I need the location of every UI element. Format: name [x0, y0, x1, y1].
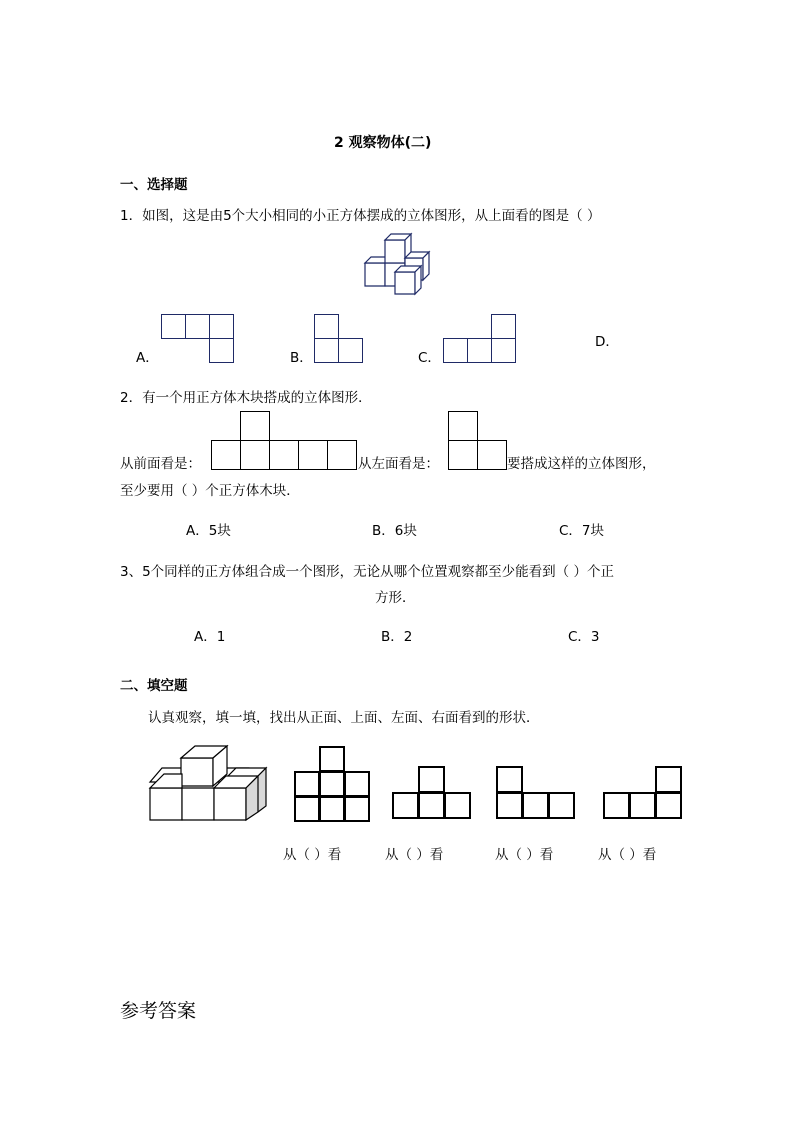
grid-square	[294, 771, 320, 797]
grid-square	[314, 314, 339, 339]
view-blank-4[interactable]: 从（ ）看	[598, 847, 657, 863]
q1-option-c-label[interactable]: C．	[418, 350, 441, 366]
grid-square	[491, 338, 516, 363]
grid-square	[392, 792, 419, 819]
grid-square	[240, 411, 270, 441]
grid-square	[294, 796, 320, 822]
grid-square	[655, 792, 682, 819]
grid-square	[240, 440, 270, 470]
grid-square	[319, 746, 345, 772]
grid-square	[298, 440, 328, 470]
grid-square	[319, 796, 345, 822]
grid-square	[496, 766, 523, 793]
view-blank-1[interactable]: 从（ ）看	[283, 847, 342, 863]
view-blank-2[interactable]: 从（ ）看	[385, 847, 444, 863]
grid-square	[444, 792, 471, 819]
page-title: 2 观察物体(二)	[334, 135, 432, 151]
grid-square	[477, 440, 507, 470]
q2-tail-text: 要搭成这样的立体图形，	[507, 456, 656, 472]
grid-square	[467, 338, 492, 363]
grid-square	[418, 792, 445, 819]
grid-square	[496, 792, 523, 819]
q3-option-c[interactable]: C．3	[568, 629, 600, 645]
grid-square	[418, 766, 445, 793]
section-1-heading: 一、选择题	[120, 177, 188, 193]
view-blank-3[interactable]: 从（ ）看	[495, 847, 554, 863]
section-2-heading: 二、填空题	[120, 678, 188, 694]
grid-square	[185, 314, 210, 339]
grid-square	[443, 338, 468, 363]
q3-option-a[interactable]: A．1	[194, 629, 226, 645]
grid-square	[209, 338, 234, 363]
q1-cube-figure	[360, 228, 440, 298]
q1-option-b-label[interactable]: B．	[290, 350, 313, 366]
question-2-text: 2．有一个用正方体木块搭成的立体图形．	[120, 390, 372, 406]
q1-option-d-label[interactable]: D．	[595, 334, 619, 350]
section2-cube-figure	[150, 744, 268, 822]
grid-square	[448, 411, 478, 441]
grid-square	[522, 792, 549, 819]
grid-square	[344, 771, 370, 797]
grid-square	[603, 792, 630, 819]
q2-question-line: 至少要用（ ）个正方体木块．	[120, 483, 300, 499]
grid-square	[655, 766, 682, 793]
grid-square	[491, 314, 516, 339]
grid-square	[338, 338, 363, 363]
grid-square	[209, 314, 234, 339]
grid-square	[448, 440, 478, 470]
question-3-text: 3、5个同样的正方体组合成一个图形，无论从哪个位置观察都至少能看到（ ）个正	[120, 564, 614, 580]
q3-option-b[interactable]: B．2	[381, 629, 413, 645]
q2-option-a[interactable]: A．5块	[186, 523, 231, 539]
grid-square	[629, 792, 656, 819]
grid-square	[319, 771, 345, 797]
grid-square	[211, 440, 241, 470]
grid-square	[327, 440, 357, 470]
grid-square	[344, 796, 370, 822]
q1-option-a-label[interactable]: A．	[136, 350, 159, 366]
grid-square	[314, 338, 339, 363]
q2-left-label: 从左面看是：	[358, 456, 439, 472]
grid-square	[269, 440, 299, 470]
question-3-text-cont: 方形．	[375, 590, 416, 606]
grid-square	[161, 314, 186, 339]
fill-instruction: 认真观察，填一填，找出从正面、上面、左面、右面看到的形状．	[148, 710, 540, 726]
grid-square	[548, 792, 575, 819]
q2-front-label: 从前面看是：	[120, 456, 201, 472]
answers-heading: 参考答案	[120, 1000, 197, 1022]
q2-option-b[interactable]: B．6块	[372, 523, 417, 539]
q2-option-c[interactable]: C．7块	[559, 523, 605, 539]
question-1-text: 1．如图，这是由5个大小相同的小正方体摆成的立体图形，从上面看的图是（ ）	[120, 208, 601, 224]
